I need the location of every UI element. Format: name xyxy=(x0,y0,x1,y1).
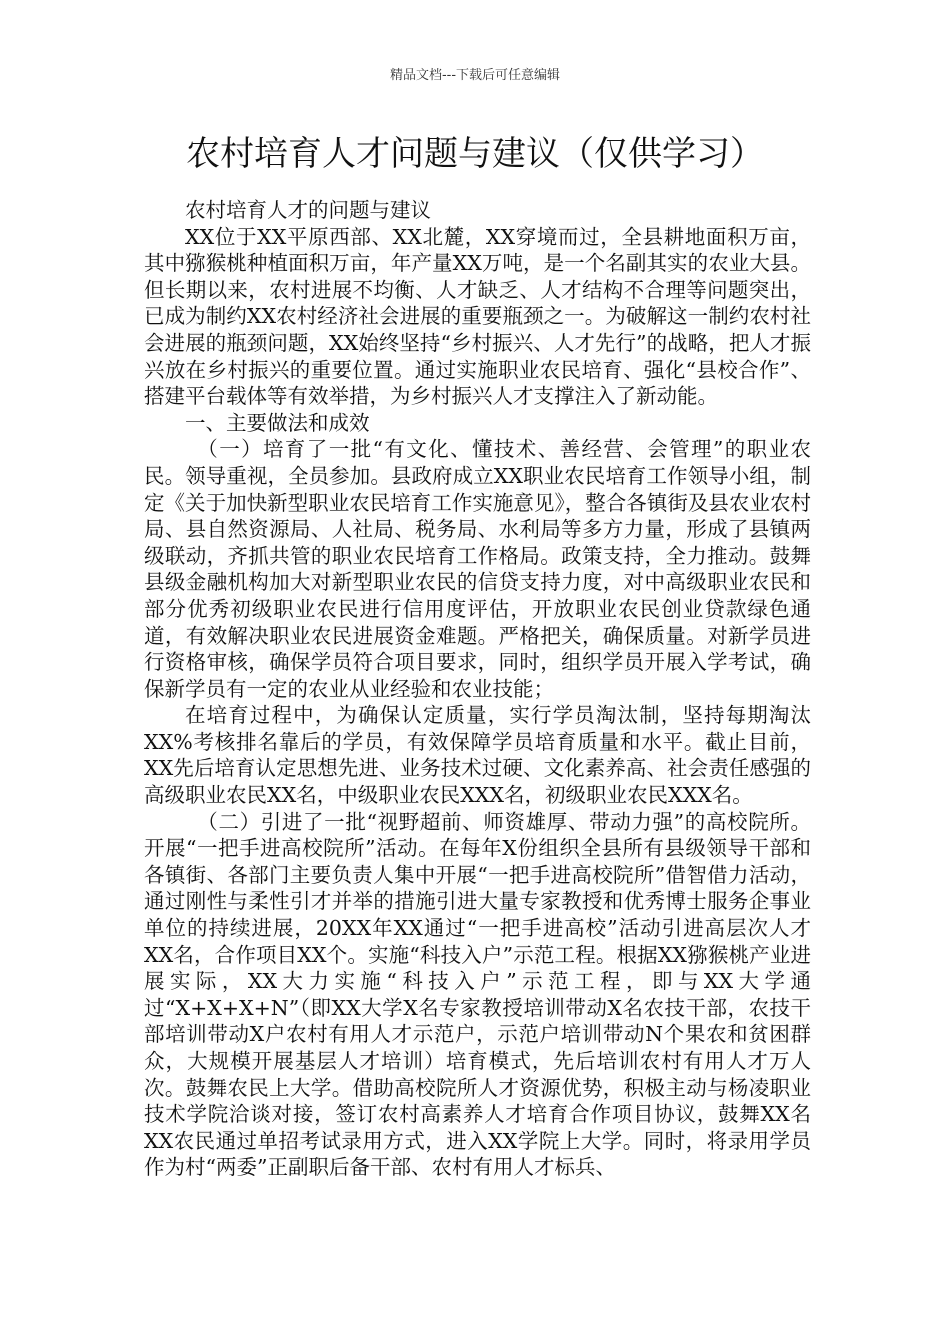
paragraph-section-2: （二）引进了一批“视野超前、师资雄厚、带动力强”的高校院所。开展“一把手进高校院所”活动。在每年X份组织全县所有县级领导干部和各镇街、各部门主要负责人集中开展“一把手进高校院所”借智借力活动，通过刚性与柔性引才并举的措施引进大量专家教授和优秀博士服务企事业单位的持续进展，20XX年XX通过“一把手进高校”活动引进高层次人才XX名，合作项目XX个。实施“科技入户”示范工程。根据XX猕猴桃产业进展实际，XX大力实施“科技入户”示范工程，即与XX大学通过“X+X+X+N”（即XX大学X名专家教授培训带动X名农技干部，农技干部培训带动X户农村有用人才示范户，示范户培训带动N个果农和贫困群众，大规模开展基层人才培训）培育模式，先后培训农村有用人才万人次。鼓舞农民上大学。借助高校院所人才资源优势，积极主动与杨凌职业技术学院洽谈对接，签订农村高素养人才培育合作项目协议，鼓舞XX名XX农民通过单招考试录用方式，进入XX学院上大学。同时，将录用学员作为村“两委”正副职后备干部、农村有用人才标兵、 xyxy=(144,809,811,1180)
paragraph-intro: XX位于XX平原西部、XX北麓，XX穿境而过，全县耕地面积万亩，其中猕猴桃种植面积万亩，年产量XX万吨，是一个名副其实的农业大县。但长期以来，农村进展不均衡、人才缺乏、人才结构不合理等问题突出，已成为制约XX农村经济社会进展的重要瓶颈之一。为破解这一制约农村社会进展的瓶颈问题，XX始终坚持“乡村振兴、人才先行”的战略，把人才振兴放在乡村振兴的重要位置。通过实施职业农民培育、强化“县校合作”、搭建平台载体等有效举措，为乡村振兴人才支撑注入了新动能。 xyxy=(144,224,811,409)
paragraph-training-process: 在培育过程中，为确保认定质量，实行学员淘汰制，坚持每期淘汰XX%考核排名靠后的学员，有效保障学员培育质量和水平。截止目前，XX先后培育认定思想先进、业务技术过硬、文化素养高、社会责任感强的高级职业农民XX名，中级职业农民XXX名，初级职业农民XXX名。 xyxy=(144,703,811,808)
document-body xyxy=(144,197,811,1181)
paragraph-section-1: （一）培育了一批“有文化、懂技术、善经营、会管理”的职业农民。领导重视，全员参加。县政府成立XX职业农民培育工作领导小组，制定《关于加快新型职业农民培育工作实施意见》，整合各镇街及县农业农村局、县自然资源局、人社局、税务局、水利局等多方力量，形成了县镇两级联动，齐抓共管的职业农民培育工作格局。政策支持，全力推动。鼓舞县级金融机构加大对新型职业农民的信贷支持力度，对中高级职业农民和部分优秀初级职业农民进行信用度评估，开放职业农民创业贷款绿色通道，有效解决职业农民进展资金难题。严格把关，确保质量。对新学员进行资格审核，确保学员符合项目要求，同时，组织学员开展入学考试，确保新学员有一定的农业从业经验和农业技能； xyxy=(144,437,811,701)
paragraph-subtitle: 农村培育人才的问题与建议 xyxy=(185,198,431,222)
section-heading: 一、主要做法和成效 xyxy=(185,410,370,435)
header-note: 精品文档---下载后可任意编辑 xyxy=(389,68,561,83)
document-title: 农村培育人才问题与建议（仅供学习） xyxy=(186,134,764,174)
